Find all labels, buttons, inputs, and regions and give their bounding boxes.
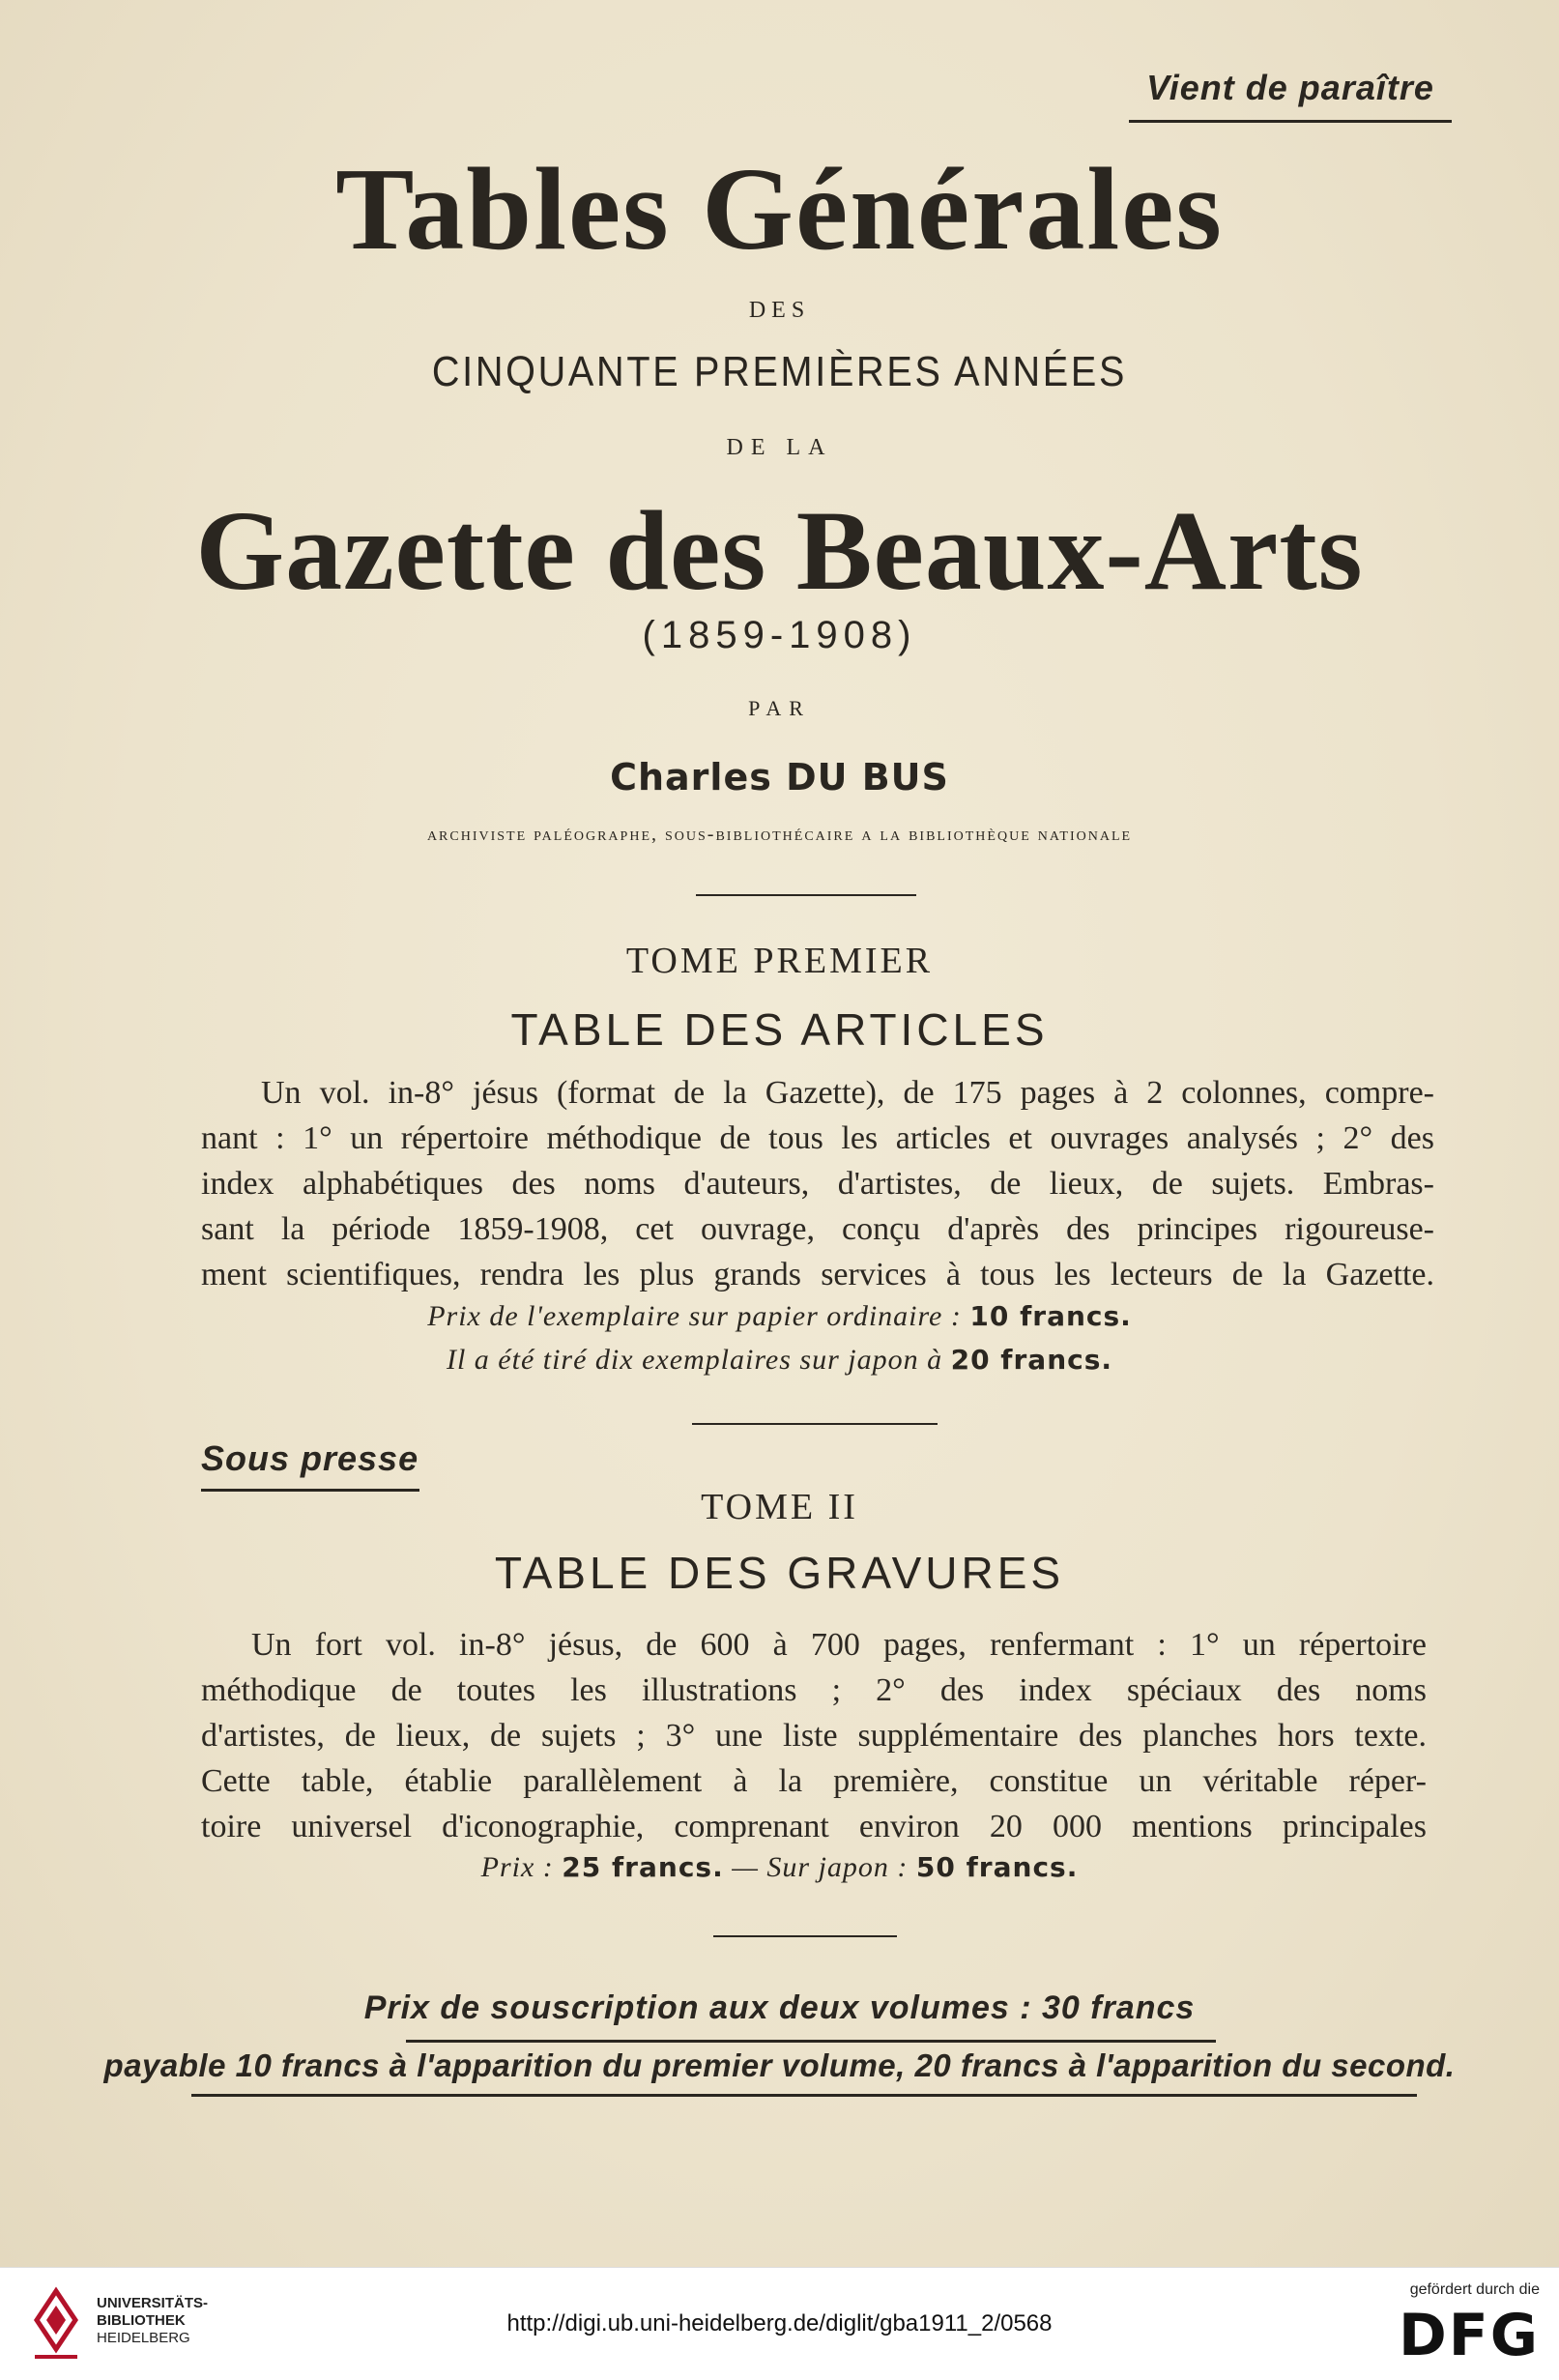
price-value: 20 francs. — [950, 1344, 1113, 1376]
title-years: (1859-1908) — [642, 614, 917, 656]
section-divider — [696, 894, 916, 896]
subscription-underline — [406, 2040, 1216, 2043]
section-divider — [692, 1423, 938, 1425]
viewer-footer — [0, 2267, 1559, 2380]
library-name-line: UNIVERSITÄTS- — [97, 2295, 209, 2311]
paragraph-line: méthodique de toutes les illustrations ; 2° des index spéciaux des noms — [201, 1672, 1427, 1708]
title-de-la: DE LA — [726, 435, 833, 460]
page-title: Tables Générales — [335, 144, 1224, 275]
tome-2-price — [0, 1851, 1559, 1884]
subscription-underline — [191, 2094, 1417, 2097]
paragraph-line: Cette table, établie parallèlement à la première, constitue un véritable réper- — [201, 1763, 1427, 1799]
journal-title: Gazette des Beaux-Arts — [195, 487, 1364, 614]
paragraph-line: Un fort vol. in-8° jésus, de 600 à 700 pages, renfermant : 1° un répertoire — [251, 1627, 1427, 1663]
tome-1-title: TABLE DES ARTICLES — [510, 1004, 1049, 1055]
tag-underline — [1129, 120, 1452, 123]
tome-1-japon-price — [0, 1344, 1559, 1377]
price-text: Prix de l'exemplaire sur papier ordinaire : — [427, 1300, 962, 1332]
price-value: 10 francs. — [969, 1300, 1132, 1332]
funding-caption: gefördert durch die — [1409, 2281, 1540, 2298]
author-name: Charles DU BUS — [610, 756, 949, 798]
paragraph-line: ment scientifiques, rendra les plus grands services à tous les lecteurs de la Gazette. — [201, 1257, 1434, 1292]
price-separator: — — [732, 1851, 759, 1883]
title-par: PAR — [748, 696, 811, 720]
permalink-url[interactable]: http://digi.ub.uni-heidelberg.de/diglit/gba1911_2/0568 — [506, 2310, 1053, 2336]
section-divider — [713, 1935, 897, 1937]
library-name-line: HEIDELBERG — [97, 2330, 190, 2346]
tome-2-heading: TOME II — [701, 1487, 858, 1527]
tome-2-description — [201, 1622, 1427, 1849]
price-value: 25 francs. — [562, 1851, 724, 1883]
author-role: archiviste paléographe, sous-bibliothécaire a la bibliothèque nationale — [426, 824, 1133, 845]
title-subtitle: CINQUANTE PREMIÈRES ANNÉES — [431, 348, 1128, 395]
title-des: DES — [748, 298, 811, 323]
tag-vient-de-paraitre: Vient de paraître — [1146, 68, 1434, 107]
paragraph-line: nant : 1° un répertoire méthodique de tous les articles et ouvrages analysés ; 2° des — [201, 1120, 1434, 1156]
library-name-line: BIBLIOTHEK — [97, 2312, 186, 2329]
tome-2-title: TABLE DES GRAVURES — [494, 1548, 1065, 1598]
subscription-terms: payable 10 francs à l'apparition du premier volume, 20 francs à l'apparition du second. — [103, 2047, 1456, 2083]
dfg-logo: DFG — [1398, 2302, 1540, 2369]
price-text: Il a été tiré dix exemplaires sur japon à — [446, 1344, 943, 1376]
price-text: Prix : — [480, 1851, 554, 1883]
tome-1-heading: TOME PREMIER — [625, 941, 934, 981]
tag-sous-presse: Sous presse — [201, 1438, 419, 1478]
paragraph-line: d'artistes, de lieux, de sujets ; 3° une liste supplémentaire des planches hors texte. — [201, 1718, 1427, 1754]
price-text: Sur japon : — [766, 1851, 909, 1883]
paragraph-line: toire universel d'iconographie, comprenant environ 20 000 mentions principales — [201, 1809, 1427, 1844]
paragraph-line: Un vol. in-8° jésus (format de la Gazette), de 175 pages à 2 colonnes, compre- — [261, 1075, 1434, 1111]
price-value: 50 francs. — [915, 1851, 1079, 1883]
paragraph-line: sant la période 1859-1908, cet ouvrage, conçu d'après des principes rigoureuse- — [201, 1211, 1434, 1247]
subscription-price: Prix de souscription aux deux volumes : 30 francs — [363, 1989, 1196, 2026]
paragraph-line: index alphabétiques des noms d'auteurs, d'artistes, de lieux, de sujets. Embras- — [201, 1166, 1434, 1202]
tome-1-price — [0, 1300, 1559, 1333]
tome-1-description — [201, 1070, 1434, 1297]
